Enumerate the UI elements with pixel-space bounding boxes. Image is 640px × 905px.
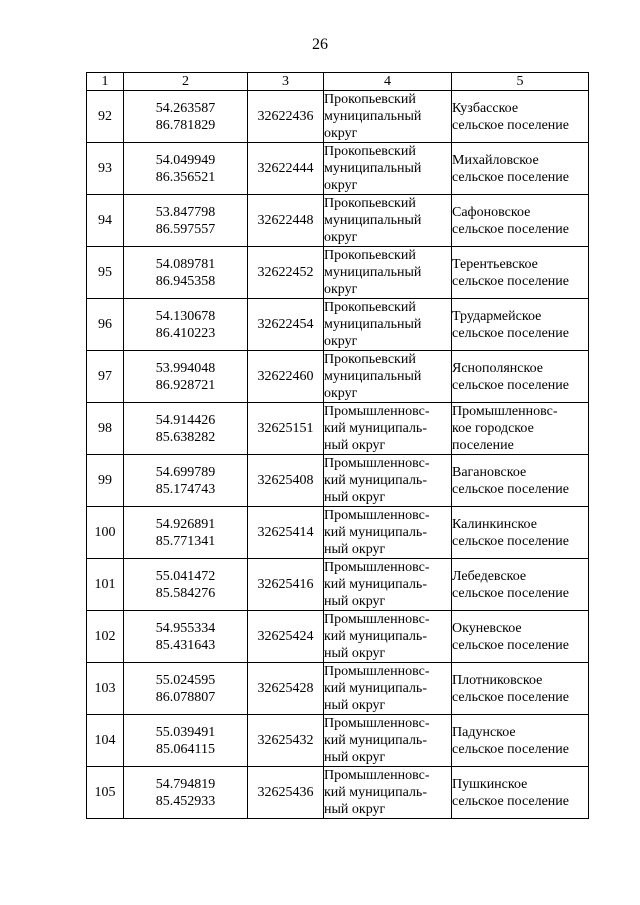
municipal-district-line: муниципальный [324,317,422,332]
settlement-line: Трудармейское [452,308,542,324]
municipal-district-cell [324,195,452,247]
municipal-district-line: кий муниципаль- [324,577,427,592]
settlement-line: сельское поселение [452,377,569,393]
municipal-district-cell [324,455,452,507]
table-row [87,507,589,559]
oktmo-code: 32622444 [257,161,314,176]
longitude: 86.597557 [155,221,216,237]
settlement-line: сельское поселение [452,637,569,653]
municipal-district-cell [324,663,452,715]
municipal-district-line: кий муниципаль- [324,473,427,488]
settlement-line: сельское поселение [452,689,569,705]
municipal-district-line: муниципальный [324,213,422,228]
header-col-1: 1 [87,73,124,91]
longitude: 86.410223 [155,325,216,341]
coordinates-cell [124,299,248,351]
settlement-line: сельское поселение [452,325,569,341]
municipal-district-line: кий муниципаль- [324,525,427,540]
oktmo-code-cell [248,507,324,559]
table-row [87,455,589,507]
latitude: 55.039491 [155,724,216,740]
row-number: 100 [94,525,116,540]
oktmo-code: 32625416 [257,577,314,592]
settlement-cell [452,91,589,143]
latitude: 54.926891 [155,516,216,532]
settlement-line: Пушкинское [452,776,528,792]
municipal-district-line: ный округ [324,698,386,713]
table-row [87,559,589,611]
header-col-3: 3 [248,73,324,91]
longitude: 86.928721 [155,377,216,393]
municipal-district-cell [324,403,452,455]
settlement-line: кое городское [452,421,534,436]
longitude: 86.781829 [155,117,216,133]
municipal-district-line: ный округ [324,490,386,505]
municipal-district-line: кий муниципаль- [324,421,427,436]
municipal-district-cell [324,247,452,299]
row-number-cell [87,351,124,403]
latitude: 54.699789 [155,464,216,480]
municipal-district-line: Прокопьевский [324,300,416,315]
row-number-cell [87,403,124,455]
municipal-district-line: Промышленновс- [324,404,430,419]
municipal-district-line: ный округ [324,802,386,817]
row-number-cell [87,663,124,715]
row-number-cell [87,143,124,195]
row-number: 97 [98,369,112,384]
coordinates-cell [124,247,248,299]
oktmo-code: 32625428 [257,681,314,696]
oktmo-code-cell [248,91,324,143]
row-number-cell [87,767,124,819]
municipal-district-line: Промышленновс- [324,560,430,575]
longitude: 85.174743 [155,481,216,497]
row-number-cell [87,247,124,299]
oktmo-code: 32622436 [257,109,314,124]
oktmo-code: 32625408 [257,473,314,488]
longitude: 85.431643 [155,637,216,653]
row-number-cell [87,715,124,767]
settlement-cell [452,143,589,195]
latitude: 54.794819 [155,776,216,792]
coordinates-cell [124,143,248,195]
settlement-cell [452,299,589,351]
row-number-cell [87,611,124,663]
coordinates-cell [124,767,248,819]
municipal-district-line: ный округ [324,646,386,661]
row-number: 95 [98,265,112,280]
oktmo-code-cell [248,299,324,351]
municipal-district-cell [324,91,452,143]
latitude: 54.130678 [155,308,216,324]
coordinates-cell [124,559,248,611]
coordinates-cell [124,715,248,767]
oktmo-code: 32622448 [257,213,314,228]
municipal-district-line: ный округ [324,542,386,557]
municipal-district-line: ный округ [324,438,386,453]
settlements-table [86,72,589,819]
longitude: 85.452933 [155,793,216,809]
row-number: 96 [98,317,112,332]
coordinates-cell [124,611,248,663]
municipal-district-line: округ [324,178,358,193]
table-row [87,195,589,247]
coordinates-cell [124,403,248,455]
row-number: 102 [94,629,116,644]
municipal-district-line: муниципальный [324,265,422,280]
settlement-line: Вагановское [452,464,527,480]
municipal-district-line: кий муниципаль- [324,629,427,644]
longitude: 85.638282 [155,429,216,445]
row-number-cell [87,507,124,559]
oktmo-code-cell [248,143,324,195]
settlement-line: сельское поселение [452,533,569,549]
settlement-cell [452,351,589,403]
oktmo-code: 32625151 [257,421,314,436]
longitude: 86.945358 [155,273,216,289]
table-row [87,143,589,195]
row-number: 94 [98,213,112,228]
oktmo-code-cell [248,715,324,767]
settlement-line: Терентьевское [452,256,538,272]
longitude: 86.078807 [155,689,216,705]
latitude: 54.914426 [155,412,216,428]
municipal-district-line: Промышленновс- [324,612,430,627]
row-number: 104 [94,733,116,748]
row-number: 93 [98,161,112,176]
municipal-district-line: муниципальный [324,161,422,176]
longitude: 85.064115 [156,741,215,757]
latitude: 55.024595 [155,672,216,688]
header-col-5: 5 [452,73,589,91]
municipal-district-line: Промышленновс- [324,508,430,523]
municipal-district-cell [324,299,452,351]
settlement-line: Яснополянское [452,360,543,376]
settlement-line: Сафоновское [452,204,531,220]
municipal-district-line: Прокопьевский [324,144,416,159]
municipal-district-cell [324,143,452,195]
table-row [87,247,589,299]
table-row [87,91,589,143]
settlement-line: поселение [452,438,514,453]
municipal-district-line: муниципальный [324,109,422,124]
latitude: 54.089781 [155,256,216,272]
municipal-district-line: Промышленновс- [324,456,430,471]
latitude: 53.994048 [155,360,216,376]
settlement-line: Промышленновс- [452,404,558,419]
settlement-line: сельское поселение [452,793,569,809]
municipal-district-line: ный округ [324,750,386,765]
row-number-cell [87,195,124,247]
settlement-line: Окуневское [452,620,522,636]
municipal-district-line: Промышленновс- [324,716,430,731]
municipal-district-line: округ [324,126,358,141]
municipal-district-line: кий муниципаль- [324,681,427,696]
settlement-line: сельское поселение [452,585,569,601]
municipal-district-cell [324,559,452,611]
row-number: 101 [94,577,116,592]
coordinates-cell [124,663,248,715]
header-col-2: 2 [124,73,248,91]
settlement-line: Падунское [452,724,516,740]
settlement-line: Плотниковское [452,672,543,688]
settlement-cell [452,195,589,247]
row-number: 103 [94,681,116,696]
table-row [87,767,589,819]
oktmo-code-cell [248,247,324,299]
municipal-district-line: ный округ [324,594,386,609]
table-row [87,663,589,715]
municipal-district-line: округ [324,334,358,349]
settlement-line: сельское поселение [452,481,569,497]
municipal-district-cell [324,611,452,663]
table-body [87,91,589,819]
latitude: 54.049949 [155,152,216,168]
oktmo-code: 32625414 [257,525,314,540]
settlement-cell [452,663,589,715]
municipal-district-line: Промышленновс- [324,768,430,783]
settlement-line: сельское поселение [452,117,569,133]
municipal-district-cell [324,767,452,819]
municipal-district-line: округ [324,230,358,245]
oktmo-code: 32622452 [257,265,314,280]
municipal-district-line: округ [324,386,358,401]
longitude: 85.584276 [155,585,216,601]
row-number-cell [87,559,124,611]
municipal-district-line: кий муниципаль- [324,733,427,748]
latitude: 53.847798 [155,204,216,220]
oktmo-code-cell [248,351,324,403]
longitude: 86.356521 [155,169,216,185]
row-number-cell [87,91,124,143]
oktmo-code-cell [248,767,324,819]
oktmo-code: 32622454 [257,317,314,332]
latitude: 54.263587 [155,100,216,116]
municipal-district-line: кий муниципаль- [324,785,427,800]
oktmo-code-cell [248,403,324,455]
oktmo-code-cell [248,611,324,663]
row-number: 92 [98,109,112,124]
municipal-district-cell [324,351,452,403]
coordinates-cell [124,91,248,143]
coordinates-cell [124,455,248,507]
settlement-line: Михайловское [452,152,539,168]
settlement-cell [452,559,589,611]
settlement-cell [452,767,589,819]
settlement-cell [452,403,589,455]
settlement-cell [452,611,589,663]
settlement-cell [452,247,589,299]
settlement-line: Кузбасское [452,100,519,116]
coordinates-cell [124,351,248,403]
oktmo-code-cell [248,195,324,247]
page-number: 26 [312,36,328,53]
row-number: 99 [98,473,112,488]
municipal-district-line: Прокопьевский [324,248,416,263]
settlement-line: Лебедевское [452,568,527,584]
table-row [87,351,589,403]
table-row [87,611,589,663]
header-col-4: 4 [324,73,452,91]
table-row [87,299,589,351]
settlement-cell [452,455,589,507]
settlement-line: сельское поселение [452,273,569,289]
settlement-cell [452,715,589,767]
settlement-line: сельское поселение [452,221,569,237]
row-number-cell [87,299,124,351]
settlement-line: Калинкинское [452,516,537,532]
oktmo-code: 32625436 [257,785,314,800]
settlement-line: сельское поселение [452,169,569,185]
row-number: 105 [94,785,116,800]
settlement-cell [452,507,589,559]
oktmo-code: 32625424 [257,629,314,644]
longitude: 85.771341 [155,533,216,549]
municipal-district-cell [324,715,452,767]
municipal-district-line: Прокопьевский [324,92,416,107]
table-row [87,403,589,455]
municipal-district-line: Промышленновс- [324,664,430,679]
municipal-district-cell [324,507,452,559]
table-header [87,73,589,91]
oktmo-code-cell [248,663,324,715]
municipal-district-line: муниципальный [324,369,422,384]
header-row [87,73,589,91]
oktmo-code: 32625432 [257,733,314,748]
oktmo-code-cell [248,455,324,507]
oktmo-code-cell [248,559,324,611]
municipal-district-line: округ [324,282,358,297]
latitude: 55.041472 [155,568,216,584]
municipal-district-line: Прокопьевский [324,352,416,367]
oktmo-code: 32622460 [257,369,314,384]
coordinates-cell [124,195,248,247]
coordinates-cell [124,507,248,559]
table-row [87,715,589,767]
settlement-line: сельское поселение [452,741,569,757]
municipal-district-line: Прокопьевский [324,196,416,211]
latitude: 54.955334 [155,620,216,636]
row-number: 98 [98,421,112,436]
row-number-cell [87,455,124,507]
